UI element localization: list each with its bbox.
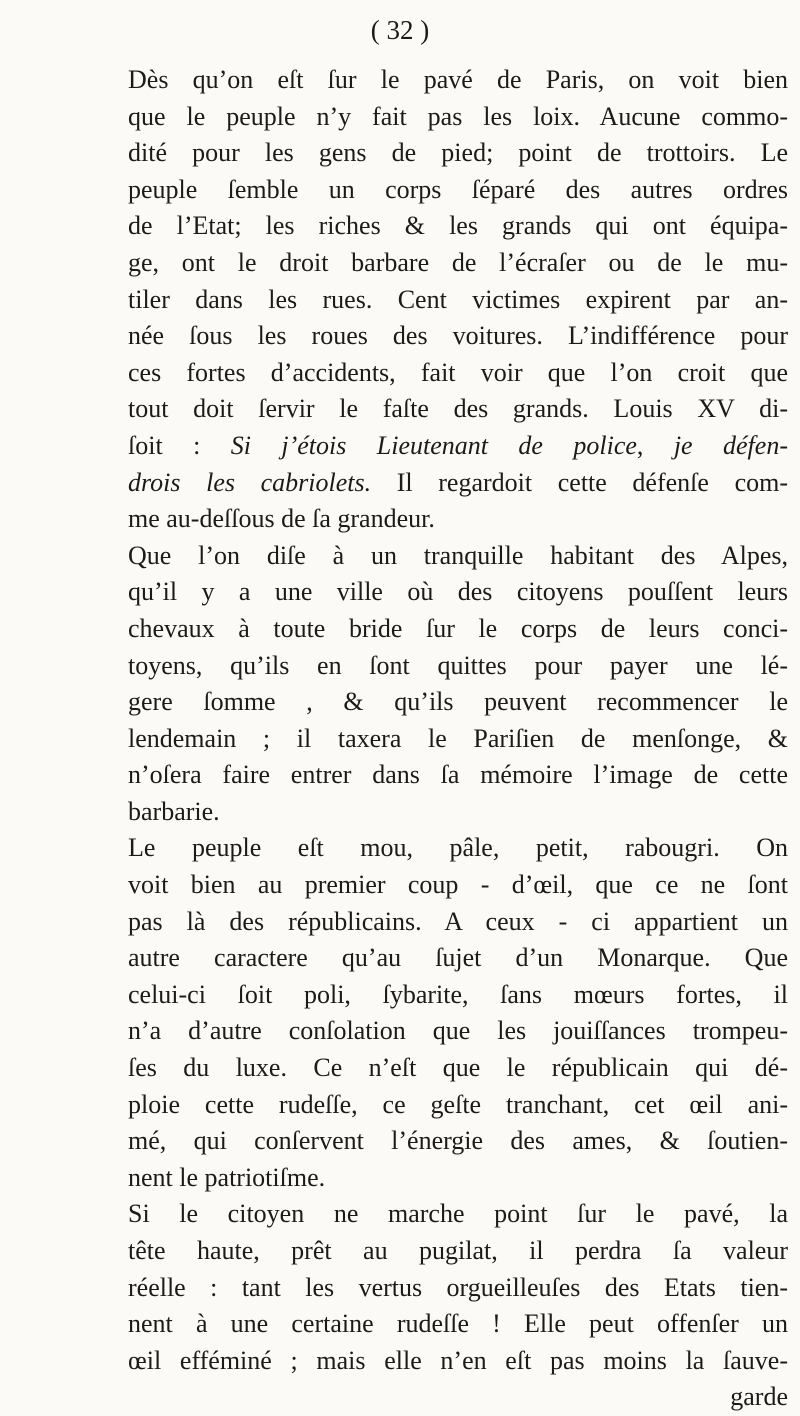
- text-segment: barbarie.: [128, 796, 220, 826]
- italic-segment: drois les cabriolets.: [128, 467, 372, 497]
- page-number-header: ( 32 ): [370, 15, 430, 45]
- text-line: [128, 282, 788, 319]
- text-line: [128, 355, 788, 392]
- text-segment: celui-ci ſoit poli, ſybarite, ſans mœurs fortes, il: [128, 979, 788, 1009]
- text-segment: ,: [636, 430, 674, 460]
- text-segment: ſoit :: [128, 430, 231, 460]
- text-line: [128, 1343, 788, 1380]
- text-segment: chevaux à toute bride ſur le corps de leurs conci-: [128, 613, 788, 643]
- text-segment: tout doit ſervir le faſte des grands. Louis XV di-: [128, 394, 788, 424]
- text-segment: Il regardoit cette défenſe com-: [371, 467, 788, 497]
- text-line: [128, 574, 788, 611]
- text-segment: peuple ſemble un corps ſéparé des autres ordres: [128, 174, 788, 204]
- text-line: [128, 1270, 788, 1307]
- text-segment: pas là des républicains. A ceux - ci appartient un: [128, 906, 788, 936]
- text-segment: Le peuple eſt mou, pâle, petit, rabougri. On: [128, 833, 788, 863]
- text-line: [128, 1306, 788, 1343]
- text-segment: Dès qu’on eſt ſur le pavé de Paris, on voit bien: [128, 65, 788, 94]
- text-line: [128, 757, 788, 794]
- text-line: [128, 648, 788, 685]
- text-line: [128, 794, 788, 831]
- text-segment: née ſous les roues des voitures. L’indifférence pour: [128, 321, 788, 351]
- text-segment: mé, qui conſervent l’énergie des ames, & ſoutien-: [128, 1126, 788, 1156]
- text-line: [128, 245, 788, 282]
- text-line: [128, 1087, 788, 1124]
- text-line: [128, 1050, 788, 1087]
- italic-segment: je défen-: [673, 430, 788, 460]
- text-line: [128, 904, 788, 941]
- text-line: [128, 977, 788, 1014]
- text-segment: n’oſera faire entrer dans ſa mémoire l’image de cette: [128, 760, 788, 790]
- text-segment: toyens, qu’ils en ſont quittes pour payer une lé-: [128, 650, 788, 680]
- text-segment: tête haute, prêt au pugilat, il perdra ſa valeur: [128, 1236, 788, 1265]
- text-line: [128, 62, 788, 99]
- text-segment: dité pour les gens de pied; point de trottoirs. Le: [128, 138, 788, 168]
- text-segment: autre caractere qu’au ſujet d’un Monarque. Que: [128, 943, 788, 973]
- text-line: [128, 830, 788, 867]
- text-line: [128, 1123, 788, 1160]
- catchword: garde: [730, 1382, 788, 1412]
- text-segment: ſes du luxe. Ce n’eſt que le républicain qui dé-: [128, 1053, 788, 1083]
- text-line: [128, 318, 788, 355]
- italic-segment: Si j’étois Lieutenant de police: [230, 430, 637, 460]
- text-line: [128, 1233, 788, 1270]
- text-segment: me au-deſſous de ſa grandeur.: [128, 504, 435, 534]
- text-line: [128, 721, 788, 758]
- text-line: [128, 428, 788, 465]
- text-segment: réelle : tant les vertus orgueilleuſes des Etats tien-: [128, 1272, 788, 1302]
- text-line: [128, 208, 788, 245]
- text-segment: tiler dans les rues. Cent victimes expirent par an-: [128, 284, 788, 314]
- text-segment: Si le citoyen ne marche point ſur le pavé, la: [128, 1199, 788, 1229]
- text-line: [128, 1013, 788, 1050]
- text-line: [128, 538, 788, 575]
- text-segment: de l’Etat; les riches & les grands qui ont équipa-: [128, 211, 788, 241]
- text-segment: gere ſomme , & qu’ils peuvent recommencer le: [128, 687, 788, 717]
- text-segment: œil efféminé ; mais elle n’en eſt pas moins la ſauve-: [128, 1345, 788, 1375]
- text-line: [128, 1160, 788, 1197]
- text-line: [128, 465, 788, 502]
- text-line: [128, 867, 788, 904]
- body-text: [128, 62, 788, 1416]
- text-line: [128, 391, 788, 428]
- text-line: [128, 684, 788, 721]
- text-segment: Que l’on diſe à un tranquille habitant des Alpes,: [128, 540, 788, 570]
- text-line: [128, 172, 788, 209]
- text-line: [128, 611, 788, 648]
- text-segment: ces fortes d’accidents, fait voir que l’on croit que: [128, 357, 788, 387]
- text-line: [128, 1196, 788, 1233]
- text-line: [128, 99, 788, 136]
- text-segment: lendemain ; il taxera le Pariſien de menſonge, &: [128, 723, 788, 753]
- text-segment: nent à une certaine rudeſſe ! Elle peut offenſer un: [128, 1309, 788, 1339]
- text-line: [128, 501, 788, 538]
- text-segment: nent le patriotiſme.: [128, 1162, 326, 1192]
- text-segment: n’a d’autre conſolation que les jouiſſances trompeu-: [128, 1016, 788, 1046]
- text-segment: que le peuple n’y fait pas les loix. Aucune commo-: [128, 101, 788, 131]
- text-line: [128, 940, 788, 977]
- text-line: [128, 135, 788, 172]
- text-segment: ge, ont le droit barbare de l’écraſer ou de le mu-: [128, 247, 788, 277]
- text-segment: ploie cette rudeſſe, ce geſte tranchant, cet œil ani-: [128, 1089, 788, 1119]
- text-segment: voit bien au premier coup - d’œil, que ce ne ſont: [128, 870, 788, 900]
- text-segment: qu’il y a une ville où des citoyens pouſſent leurs: [128, 577, 788, 607]
